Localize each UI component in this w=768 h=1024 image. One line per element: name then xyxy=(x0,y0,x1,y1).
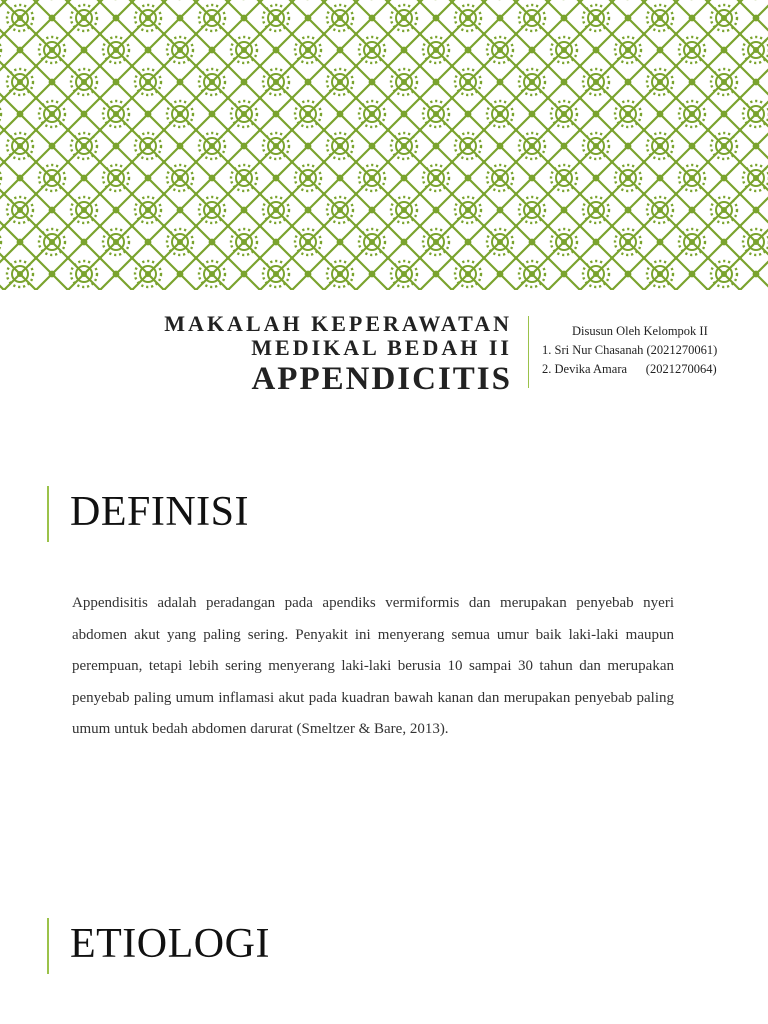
definisi-body: Appendisitis adalah peradangan pada apendiks vermiformis dan merupakan penyebab nyeri abdomen akut yang paling sering. Penyakit ini menyerang semua umur baik laki-laki maupun perempuan, tetapi lebih sering menyerang laki-laki berusia 10 sampai 30 tahun dan merupakan penyebab paling umum inflamasi akut pada kuadran bawah kanan dan merupakan penyebab paling umum untuk bedah abdomen darurat (Smeltzer & Bare, 2013). xyxy=(72,595,674,737)
authors-heading: Disusun Oleh Kelompok II xyxy=(572,324,708,338)
etiologi-title: ETIOLOGI xyxy=(70,921,270,967)
author-1: 1. Sri Nur Chasanah (2021270061) xyxy=(542,343,718,357)
authors-block xyxy=(542,322,717,379)
definisi-accent-bar xyxy=(47,486,49,542)
author-2: 2. Devika Amara (2021270064) xyxy=(542,362,717,376)
batik-pattern-image xyxy=(0,0,768,290)
title-line-1: MAKALAH KEPERAWATAN xyxy=(164,311,512,336)
title-line-2: MEDIKAL BEDAH II xyxy=(251,335,512,360)
etiologi-accent-bar xyxy=(47,918,49,974)
title-line-3: APPENDICITIS xyxy=(251,361,512,397)
slide-title-block xyxy=(0,312,512,398)
batik-pattern-banner xyxy=(0,0,768,290)
title-divider xyxy=(528,316,529,388)
definisi-title: DEFINISI xyxy=(70,489,249,535)
